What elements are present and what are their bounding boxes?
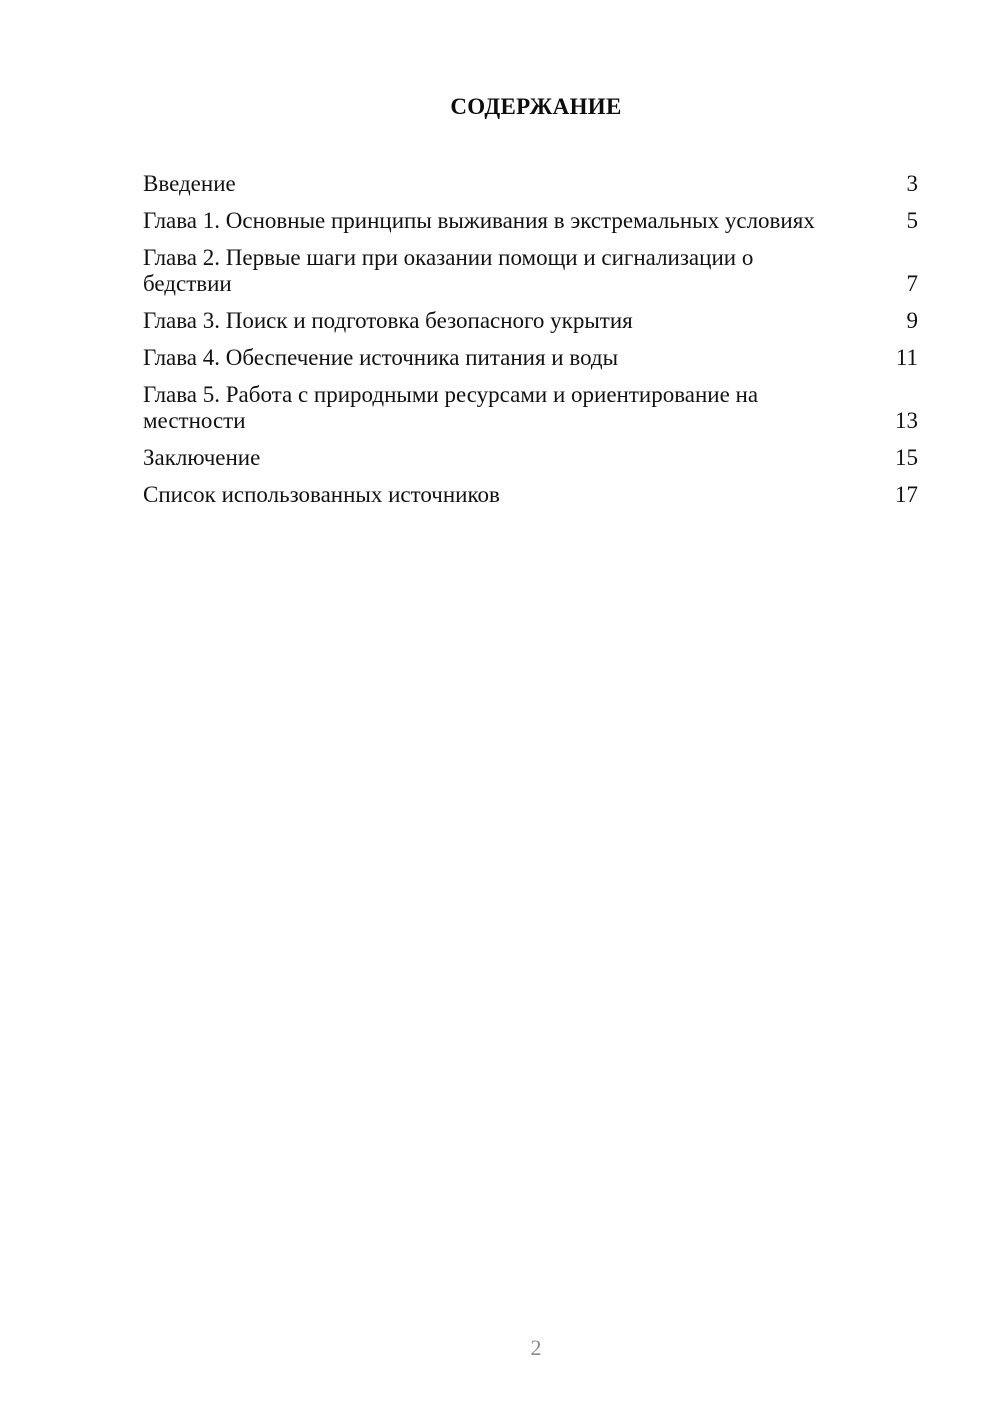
- toc-entry-page: 13: [895, 408, 918, 433]
- toc-entry-page: 17: [895, 482, 918, 507]
- toc-entry-label: Глава 4. Обеспечение источника питания и воды: [143, 345, 619, 370]
- toc-entry-label: Глава 1. Основные принципы выживания в экстремальных условиях: [143, 208, 815, 233]
- toc-entry-page: 11: [895, 345, 918, 370]
- toc-entry-conclusion: [143, 445, 918, 471]
- toc-entry-introduction: [143, 171, 918, 197]
- toc-entry-page: 3: [906, 171, 918, 196]
- toc-entry-chapter-5: [143, 382, 918, 434]
- toc-entry-references: [143, 482, 918, 508]
- toc-entry-label: Глава 3. Поиск и подготовка безопасного укрытия: [143, 308, 633, 333]
- toc-entry-label: Список использованных источников: [143, 482, 500, 507]
- toc-entry-label: Глава 5. Работа с природными ресурсами и ориентирование на местности: [143, 382, 759, 433]
- toc-entry-chapter-4: [143, 345, 918, 371]
- toc-entry-label: Заключение: [143, 445, 261, 470]
- toc-entry-label: Введение: [143, 171, 236, 196]
- toc-entry-chapter-1: [143, 208, 918, 234]
- toc-entry-page: 7: [906, 271, 918, 296]
- page-number: 2: [530, 1335, 542, 1360]
- table-of-contents: [143, 171, 918, 519]
- toc-entry-page: 15: [895, 445, 918, 470]
- toc-entry-label: Глава 2. Первые шаги при оказании помощи и сигнализации о бедствии: [143, 245, 754, 296]
- toc-entry-chapter-3: [143, 308, 918, 334]
- toc-entry-chapter-2: [143, 245, 918, 297]
- toc-entry-page: 5: [906, 208, 918, 233]
- toc-entry-page: 9: [906, 308, 918, 333]
- page-title: СОДЕРЖАНИЕ: [450, 94, 622, 119]
